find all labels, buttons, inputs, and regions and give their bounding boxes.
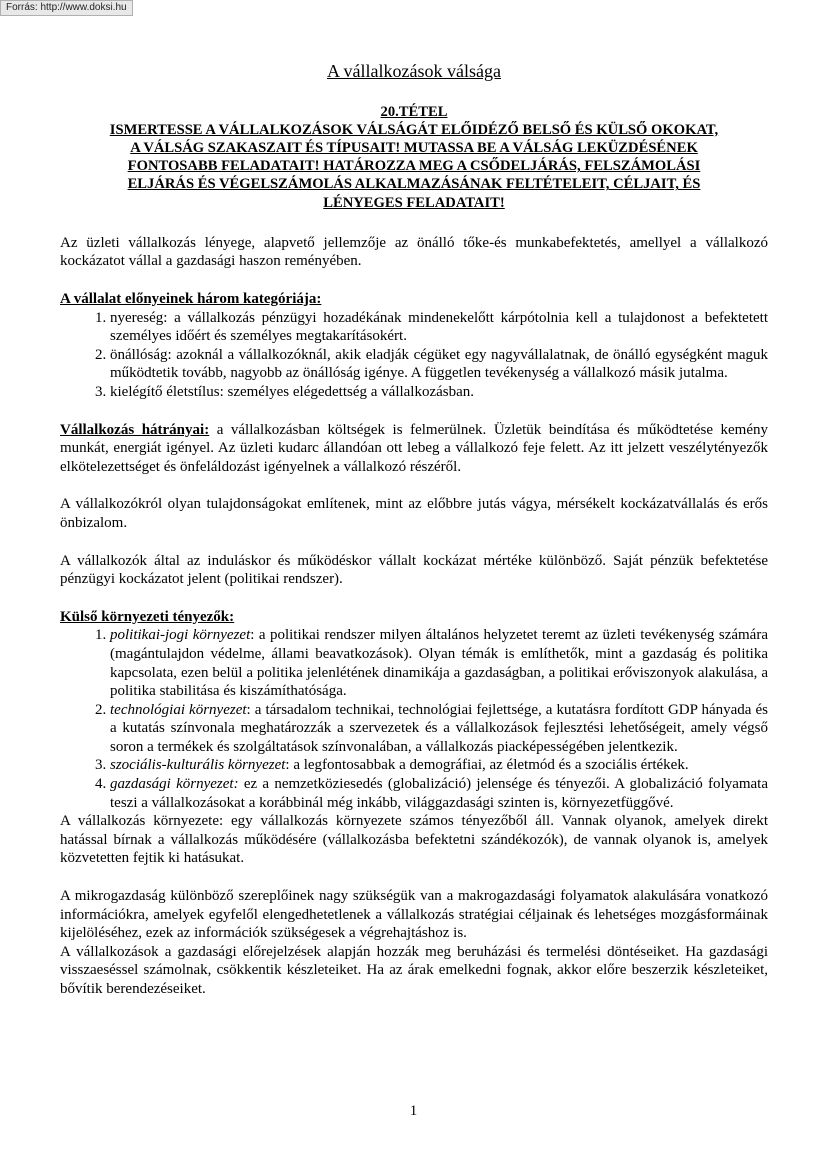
external-factors-list — [60, 626, 768, 812]
external-factors-heading: Külső környezeti tényezők: — [60, 608, 235, 625]
disadvantages-text: a vállalkozásban költségek is felmerülnek. Üzletük beindítása és működtetése kemény munkát, energiát igényel. Az üzleti kudarc állandóan ott lebeg a vállalkozó feje felett. Az itt jelzett veszélytényezők elkötelezettséget és önfeláldozást igényelnek a vállalkozó részéről. — [60, 421, 768, 475]
factor-term: szociális-kulturális környezet — [110, 757, 286, 774]
disadvantages-heading: Vállalkozás hátrányai: — [60, 421, 210, 438]
factor-term: politikai-jogi környezet — [110, 627, 251, 644]
source-watermark: Forrás: http://www.doksi.hu — [0, 0, 133, 16]
page-number: 1 — [409, 1103, 418, 1119]
document-page — [60, 62, 768, 999]
topic-line: LÉNYEGES FELADATAIT! — [323, 194, 505, 211]
factor-text: ez a nemzetköziesedés (globalizáció) jelensége és tényezői. A globalizáció folyamata teszi a vállalkozásokat a korábbinál még inkább, világgazdasági szinten is, környezetfüggővé. — [110, 776, 768, 811]
list-item: 3. kielégítő életstílus: személyes elégedettség a vállalkozásban. — [110, 383, 768, 402]
topic-line: ISMERTESSE A VÁLLALKOZÁSOK VÁLSÁGÁT ELŐIDÉZŐ BELSŐ ÉS KÜLSŐ OKOKAT, — [109, 121, 719, 138]
traits-paragraph: A vállalkozókról olyan tulajdonságokat említenek, mint az előbbre jutás vágya, mérsékelt kockázatvállalás és erős önbizalom. — [60, 496, 768, 531]
forecast-paragraph: A vállalkozások a gazdasági előrejelzések alapján hozzák meg beruházási és termelési döntéseiket. Ha gazdasági visszaeséssel számolnak, csökkentik készleteiket. Ha az árak emelkedni fognak, akkor előre beszerzik készleteiket, bővítik berendezéseiket. — [60, 943, 768, 997]
list-item: 2. önállóság: azoknál a vállalkozóknál, akik eladják cégüket egy nagyvállalatnak, de önálló egységként maguk működtetik tovább, nagyobb az önállóság igénye. A független tevékenység a vállalkozó másik jutalma. — [110, 346, 768, 383]
advantages-list — [60, 309, 768, 402]
risk-paragraph: A vállalkozók által az induláskor és működéskor vállalt kockázat mértéke különböző. Saját pénzük befektetése pénzügyi kockázatot jelent (politikai rendszer). — [60, 552, 768, 588]
environment-paragraph: A vállalkozás környezete: egy vállalkozás környezete számos tényezőből áll. Vannak olyanok, amelyek direkt hatással bírnak a vállalkozás működésére (vállalkozásba befektetni szándékozók), de vannak olyanok is, amelyek közvetetten fejtik ki hatásukat. — [60, 813, 768, 867]
document-title: A vállalkozások válsága — [327, 61, 501, 81]
topic-line: ELJÁRÁS ÉS VÉGELSZÁMOLÁS ALKALMAZÁSÁNAK FELTÉTELEIT, CÉLJAIT, ÉS — [127, 176, 701, 193]
factor-text: : a társadalom technikai, technológiai fejlettsége, a kutatásra fordított GDP hányada és a kutatás színvonala meghatározzák a szervezetek és a vállalkozások fejlesztési lehetőségeit, amely végső soron a termékek és szolgáltatások színvonalában, a vállalkozás piacképességében jelentkezik. — [110, 701, 768, 755]
topic-line: A VÁLSÁG SZAKASZAIT ÉS TÍPUSAIT! MUTASSA BE A VÁLSÁG LEKÜZDÉSÉNEK — [130, 140, 698, 156]
factor-term: gazdasági környezet: — [110, 776, 239, 793]
factor-text: : a politikai rendszer milyen általános helyzetet teremt az üzleti tevékenység számára (magántulajdon védelme, állami beavatkozások). Olyan témák is említhetők, mint a gazdaság és politika kapcsolata, ezen belül a politika jelenlétének dinamikája a gazdaságban, a politikai erőviszonyok alakulása, a politika stabilitása és kiszámíthatósága. — [110, 627, 768, 700]
list-item: 1. nyereség: a vállalkozás pénzügyi hozadékának mindenekelőtt kárpótolnia kell a tulajdonost a befektetett személyes időért és személyes megtakarításokért. — [110, 309, 768, 346]
list-item — [110, 626, 768, 700]
exam-topic — [60, 103, 768, 212]
list-item — [110, 756, 768, 775]
microeconomy-paragraph: A mikrogazdaság különböző szereplőinek nagy szükségük van a makrogazdasági folyamatok alakulására vonatkozó információkra, amelyek egyfelől elengedhetetlenek a vállalkozás stratégiai céljainak és lehetséges mozgásformáinak kijelöléséhez, ezek az információk szükségesek a végrehajtáshoz is. — [60, 888, 768, 942]
advantages-heading: A vállalat előnyeinek három kategóriája: — [60, 291, 322, 307]
list-item — [110, 701, 768, 757]
disadvantages-paragraph — [60, 421, 768, 477]
intro-paragraph: Az üzleti vállalkozás lényege, alapvető jellemzője az önálló tőke-és munkabefektetés, amellyel a vállalkozó kockázatot vállal a gazdasági haszon reményében. — [60, 234, 768, 270]
topic-number: 20.TÉTEL — [380, 103, 448, 120]
list-item — [110, 775, 768, 812]
factor-text: : a legfontosabbak a demográfiai, az életmód és a szociális értékek. — [285, 757, 689, 774]
factor-term: technológiai környezet — [110, 701, 247, 718]
topic-line: FONTOSABB FELADATAIT! HATÁROZZA MEG A CSŐDELJÁRÁS, FELSZÁMOLÁSI — [127, 158, 701, 175]
